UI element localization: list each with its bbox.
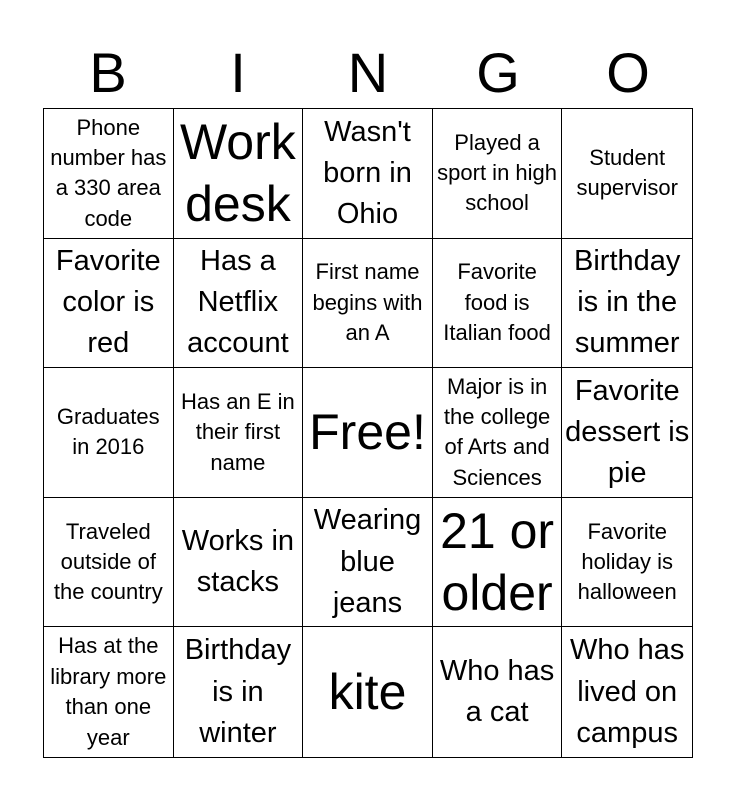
bingo-cell[interactable]	[174, 239, 304, 369]
bingo-header	[43, 38, 693, 108]
bingo-cell[interactable]	[433, 498, 563, 628]
bingo-cell[interactable]	[433, 239, 563, 369]
bingo-cell[interactable]	[174, 109, 304, 239]
bingo-cell-text: Favorite food is Italian food	[443, 259, 551, 346]
bingo-cell-text: Favorite dessert is pie	[565, 374, 690, 490]
bingo-cell[interactable]	[174, 627, 304, 757]
bingo-cell-text: kite	[328, 663, 407, 720]
header-letter-b: B	[89, 41, 127, 104]
bingo-cell[interactable]	[303, 109, 433, 239]
bingo-cell-text: Major is in the college of Arts and Sciences	[443, 373, 551, 490]
bingo-cell[interactable]	[303, 239, 433, 369]
bingo-cell-text: First name begins with an A	[312, 259, 423, 346]
bingo-cell[interactable]	[174, 368, 304, 498]
bingo-cell[interactable]	[562, 627, 692, 757]
bingo-cell-text: Favorite holiday is halloween	[577, 518, 677, 605]
bingo-cell[interactable]	[433, 627, 563, 757]
bingo-cell[interactable]	[44, 239, 174, 369]
bingo-cell[interactable]	[44, 109, 174, 239]
bingo-board	[43, 108, 693, 758]
bingo-cell[interactable]	[44, 627, 174, 757]
bingo-cell-text: Student supervisor	[576, 144, 678, 201]
bingo-cell-text: Work desk	[180, 113, 296, 233]
bingo-cell-text: Played a sport in high school	[437, 129, 558, 216]
bingo-cell[interactable]	[44, 498, 174, 628]
bingo-cell[interactable]	[562, 498, 692, 628]
bingo-cell[interactable]	[433, 109, 563, 239]
bingo-cell-text: Wearing blue jeans	[313, 504, 422, 619]
header-letter-i: I	[230, 41, 246, 104]
bingo-cell[interactable]	[562, 109, 692, 239]
bingo-cell-text: Has at the library more than one year	[50, 633, 167, 750]
bingo-cell-text: Has a Netflix account	[187, 245, 289, 360]
bingo-cell-text: Traveled outside of the country	[53, 518, 163, 605]
bingo-cell[interactable]	[303, 498, 433, 628]
bingo-cell-text: Who has a cat	[439, 655, 555, 729]
bingo-cell[interactable]	[562, 239, 692, 369]
bingo-cell-text: Works in stacks	[181, 524, 295, 599]
header-letter-o: O	[606, 41, 650, 104]
bingo-cell-text: Who has lived on campus	[569, 634, 685, 749]
bingo-cell-text: Graduates in 2016	[56, 404, 160, 460]
bingo-cell-text: Free!	[309, 404, 426, 461]
bingo-cell-text: Birthday is in winter	[184, 634, 292, 749]
bingo-cell-text: Wasn't born in Ohio	[323, 115, 412, 230]
bingo-cell-text: Has an E in their first name	[181, 388, 295, 475]
bingo-cell-text: 21 or older	[440, 502, 555, 622]
bingo-cell-text: Favorite color is red	[55, 245, 161, 360]
header-letter-g: G	[476, 41, 520, 104]
bingo-cell-text: Birthday is in the summer	[574, 245, 681, 360]
bingo-cell[interactable]	[44, 368, 174, 498]
bingo-cell[interactable]	[303, 627, 433, 757]
bingo-cell[interactable]	[433, 368, 563, 498]
header-letter-n: N	[347, 41, 389, 104]
bingo-cell-free[interactable]	[303, 368, 433, 498]
bingo-cell-text: Phone number has a 330 area code	[50, 114, 167, 231]
bingo-cell[interactable]	[562, 368, 692, 498]
bingo-cell[interactable]	[174, 498, 304, 628]
